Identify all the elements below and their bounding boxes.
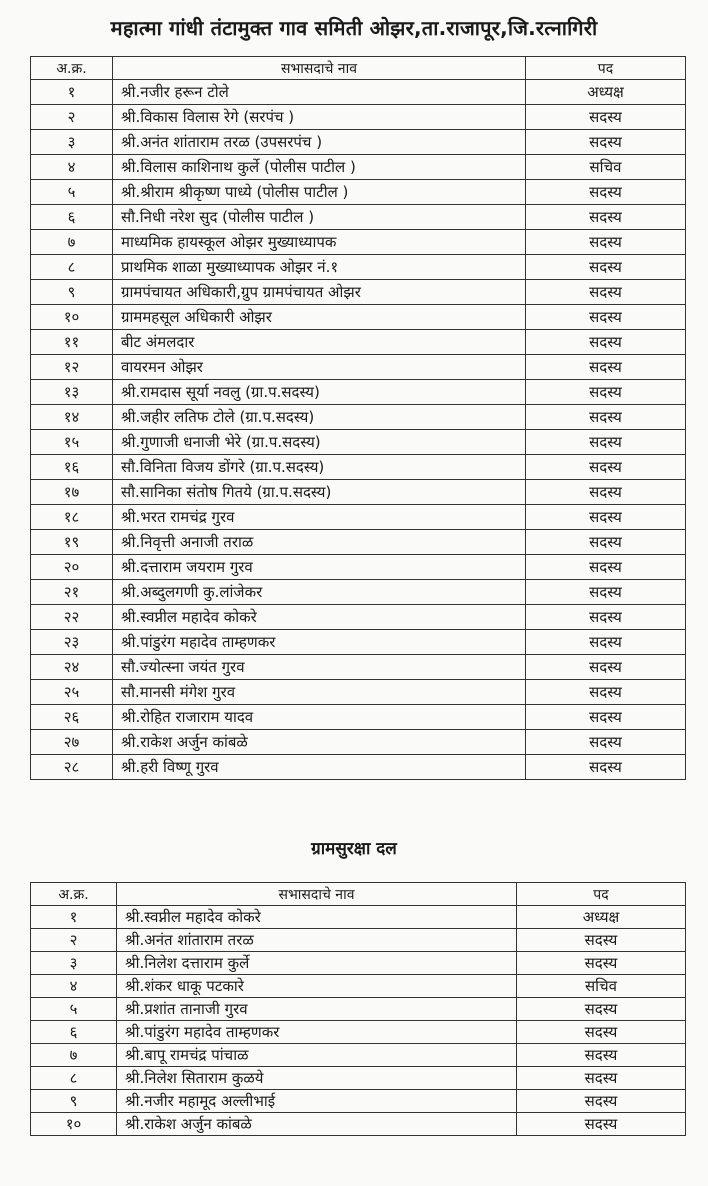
post-cell: सदस्य <box>526 555 686 580</box>
serial-number-cell: १० <box>31 1113 117 1136</box>
post-cell: सचिव <box>517 975 686 998</box>
serial-number-cell: ७ <box>31 230 113 255</box>
member-name-cell: श्री.अब्दुलगणी कु.लांजेकर <box>113 580 526 605</box>
post-cell: सदस्य <box>526 480 686 505</box>
serial-number-cell: ३ <box>31 130 113 155</box>
gram-suraksha-dal-table <box>30 882 686 1136</box>
post-cell: सदस्य <box>526 505 686 530</box>
serial-number-cell: २७ <box>31 730 113 755</box>
serial-number-cell: २ <box>31 105 113 130</box>
post-cell: सदस्य <box>526 630 686 655</box>
table-row <box>31 205 686 230</box>
post-cell: अध्यक्ष <box>526 80 686 105</box>
member-name-cell: श्री.अनंत शांताराम तरळ (उपसरपंच ) <box>113 130 526 155</box>
serial-number-cell: २३ <box>31 630 113 655</box>
table-row <box>31 430 686 455</box>
post-cell: सदस्य <box>526 130 686 155</box>
member-name-cell: ग्रामपंचायत अधिकारी,ग्रुप ग्रामपंचायत ओझर <box>113 280 526 305</box>
member-name-cell: सौ.सानिका संतोष गितये (ग्रा.प.सदस्य) <box>113 480 526 505</box>
post-cell: सचिव <box>526 155 686 180</box>
member-name-cell: श्री.विकास विलास रेगे (सरपंच ) <box>113 105 526 130</box>
member-name-cell: माध्यमिक हायस्कूल ओझर मुख्याध्यापक <box>113 230 526 255</box>
table-row <box>31 305 686 330</box>
post-cell: सदस्य <box>517 929 686 952</box>
table-row <box>31 405 686 430</box>
member-name-cell: श्री.रोहित राजाराम यादव <box>113 705 526 730</box>
member-name-cell: श्री.प्रशांत तानाजी गुरव <box>117 998 517 1021</box>
committee-table-body <box>31 80 686 780</box>
serial-number-cell: २४ <box>31 655 113 680</box>
table-row <box>31 1090 686 1113</box>
member-name-cell: सौ.निधी नरेश सुद (पोलीस पाटील ) <box>113 205 526 230</box>
serial-number-cell: ८ <box>31 255 113 280</box>
table-row <box>31 180 686 205</box>
table-row <box>31 505 686 530</box>
serial-number-cell: १ <box>31 906 117 929</box>
post-cell: अध्यक्ष <box>517 906 686 929</box>
member-name-cell: श्री.श्रीराम श्रीकृष्ण पाध्ये (पोलीस पाटील ) <box>113 180 526 205</box>
post-cell: सदस्य <box>526 405 686 430</box>
member-name-cell: प्राथमिक शाळा मुख्याध्यापक ओझर नं.१ <box>113 255 526 280</box>
table-row <box>31 655 686 680</box>
serial-number-cell: २ <box>31 929 117 952</box>
member-name-cell: श्री.गुणाजी धनाजी भेरे (ग्रा.प.सदस्य) <box>113 430 526 455</box>
post-cell: सदस्य <box>526 655 686 680</box>
table-row <box>31 480 686 505</box>
serial-number-cell: ६ <box>31 205 113 230</box>
table-row <box>31 929 686 952</box>
member-name-cell: श्री.स्वप्नील महादेव कोकरे <box>113 605 526 630</box>
serial-number-cell: ८ <box>31 1067 117 1090</box>
post-cell: सदस्य <box>526 455 686 480</box>
table-row <box>31 230 686 255</box>
member-name-cell: श्री.विलास काशिनाथ कुर्ले (पोलीस पाटील ) <box>113 155 526 180</box>
table-row <box>31 280 686 305</box>
table-row <box>31 755 686 780</box>
table-row <box>31 330 686 355</box>
post-cell: सदस्य <box>517 1113 686 1136</box>
post-cell: सदस्य <box>526 105 686 130</box>
table-row <box>31 580 686 605</box>
member-name-cell: श्री.रामदास सूर्या नवलु (ग्रा.प.सदस्य) <box>113 380 526 405</box>
table-row <box>31 155 686 180</box>
table-row <box>31 105 686 130</box>
post-cell: सदस्य <box>517 952 686 975</box>
post-cell: सदस्य <box>517 1044 686 1067</box>
post-cell: सदस्य <box>517 1021 686 1044</box>
serial-number-cell: ७ <box>31 1044 117 1067</box>
member-name-header: सभासदाचे नाव <box>117 883 517 906</box>
serial-number-cell: १० <box>31 305 113 330</box>
post-cell: सदस्य <box>526 705 686 730</box>
member-name-cell: वायरमन ओझर <box>113 355 526 380</box>
post-cell: सदस्य <box>526 605 686 630</box>
serial-number-cell: १८ <box>31 505 113 530</box>
member-name-cell: श्री.शंकर धाकू पटकारे <box>117 975 517 998</box>
member-name-header: सभासदाचे नाव <box>113 57 526 80</box>
table-row <box>31 906 686 929</box>
post-cell: सदस्य <box>526 580 686 605</box>
serial-number-cell: १४ <box>31 405 113 430</box>
serial-number-cell: ३ <box>31 952 117 975</box>
serial-number-cell: ४ <box>31 975 117 998</box>
post-cell: सदस्य <box>526 680 686 705</box>
serial-number-cell: ९ <box>31 1090 117 1113</box>
table-row <box>31 80 686 105</box>
serial-number-cell: १६ <box>31 455 113 480</box>
member-name-cell: ग्राममहसूल अधिकारी ओझर <box>113 305 526 330</box>
serial-number-cell: ११ <box>31 330 113 355</box>
serial-number-cell: ४ <box>31 155 113 180</box>
table-row <box>31 975 686 998</box>
serial-number-cell: २१ <box>31 580 113 605</box>
serial-number-cell: २२ <box>31 605 113 630</box>
table-row <box>31 1113 686 1136</box>
table-row <box>31 130 686 155</box>
post-cell: सदस्य <box>526 230 686 255</box>
member-name-cell: श्री.भरत रामचंद्र गुरव <box>113 505 526 530</box>
serial-number-cell: १ <box>31 80 113 105</box>
post-cell: सदस्य <box>526 205 686 230</box>
committee-members-table <box>30 56 686 780</box>
serial-number-cell: ५ <box>31 180 113 205</box>
serial-number-cell: १२ <box>31 355 113 380</box>
post-cell: सदस्य <box>526 280 686 305</box>
dal-table-body <box>31 906 686 1136</box>
member-name-cell: श्री.बापू रामचंद्र पांचाळ <box>117 1044 517 1067</box>
table-row <box>31 1044 686 1067</box>
post-cell: सदस्य <box>526 305 686 330</box>
table-row <box>31 1067 686 1090</box>
table-row <box>31 705 686 730</box>
serial-number-cell: १७ <box>31 480 113 505</box>
serial-number-cell: २८ <box>31 755 113 780</box>
serial-number-cell: ६ <box>31 1021 117 1044</box>
member-name-cell: बीट अंमलदार <box>113 330 526 355</box>
member-name-cell: सौ.ज्योत्स्ना जयंत गुरव <box>113 655 526 680</box>
member-name-cell: सौ.विनिता विजय डोंगरे (ग्रा.प.सदस्य) <box>113 455 526 480</box>
post-header: पद <box>526 57 686 80</box>
serial-number-cell: ९ <box>31 280 113 305</box>
member-name-cell: श्री.पांडुरंग महादेव ताम्हणकर <box>113 630 526 655</box>
table-row <box>31 630 686 655</box>
serial-number-cell: ५ <box>31 998 117 1021</box>
member-name-cell: श्री.जहीर लतिफ टोले (ग्रा.प.सदस्य) <box>113 405 526 430</box>
post-cell: सदस्य <box>517 1067 686 1090</box>
member-name-cell: श्री.राकेश अर्जुन कांबळे <box>117 1113 517 1136</box>
table-row <box>31 952 686 975</box>
serial-number-header: अ.क्र. <box>31 883 117 906</box>
post-cell: सदस्य <box>526 530 686 555</box>
member-name-cell: श्री.अनंत शांताराम तरळ <box>117 929 517 952</box>
member-name-cell: श्री.निवृत्ती अनाजी तराळ <box>113 530 526 555</box>
member-name-cell: श्री.स्वप्नील महादेव कोकरे <box>117 906 517 929</box>
post-cell: सदस्य <box>526 430 686 455</box>
member-name-cell: श्री.दत्ताराम जयराम गुरव <box>113 555 526 580</box>
member-name-cell: श्री.निलेश दत्ताराम कुर्ले <box>117 952 517 975</box>
table-row <box>31 998 686 1021</box>
table-row <box>31 255 686 280</box>
table-row <box>31 455 686 480</box>
table-row <box>31 1021 686 1044</box>
serial-number-cell: १५ <box>31 430 113 455</box>
gram-suraksha-dal-title: ग्रामसुरक्षा दल <box>311 839 397 859</box>
post-cell: सदस्य <box>517 998 686 1021</box>
member-name-cell: श्री.पांडुरंग महादेव ताम्हणकर <box>117 1021 517 1044</box>
table-row <box>31 555 686 580</box>
post-cell: सदस्य <box>526 730 686 755</box>
serial-number-cell: २० <box>31 555 113 580</box>
committee-title: महात्मा गांधी तंटामुक्त गाव समिती ओझर,ता.राजापूर,जि.रत्नागिरी <box>110 16 598 40</box>
post-cell: सदस्य <box>526 355 686 380</box>
member-name-cell: श्री.हरी विष्णू गुरव <box>113 755 526 780</box>
table-row <box>31 530 686 555</box>
post-cell: सदस्य <box>526 180 686 205</box>
serial-number-header: अ.क्र. <box>31 57 113 80</box>
post-cell: सदस्य <box>526 380 686 405</box>
table-row <box>31 355 686 380</box>
table-row <box>31 730 686 755</box>
post-header: पद <box>517 883 686 906</box>
post-cell: सदस्य <box>526 755 686 780</box>
table-row <box>31 380 686 405</box>
serial-number-cell: १९ <box>31 530 113 555</box>
serial-number-cell: १३ <box>31 380 113 405</box>
serial-number-cell: २५ <box>31 680 113 705</box>
committee-header-row <box>31 57 686 80</box>
post-cell: सदस्य <box>517 1090 686 1113</box>
member-name-cell: सौ.मानसी मंगेश गुरव <box>113 680 526 705</box>
member-name-cell: श्री.राकेश अर्जुन कांबळे <box>113 730 526 755</box>
serial-number-cell: २६ <box>31 705 113 730</box>
member-name-cell: श्री.नजीर हरून टोले <box>113 80 526 105</box>
dal-header-row <box>31 883 686 906</box>
table-row <box>31 605 686 630</box>
post-cell: सदस्य <box>526 255 686 280</box>
post-cell: सदस्य <box>526 330 686 355</box>
member-name-cell: श्री.नजीर महामूद अल्लीभाई <box>117 1090 517 1113</box>
member-name-cell: श्री.निलेश सिताराम कुळये <box>117 1067 517 1090</box>
table-row <box>31 680 686 705</box>
